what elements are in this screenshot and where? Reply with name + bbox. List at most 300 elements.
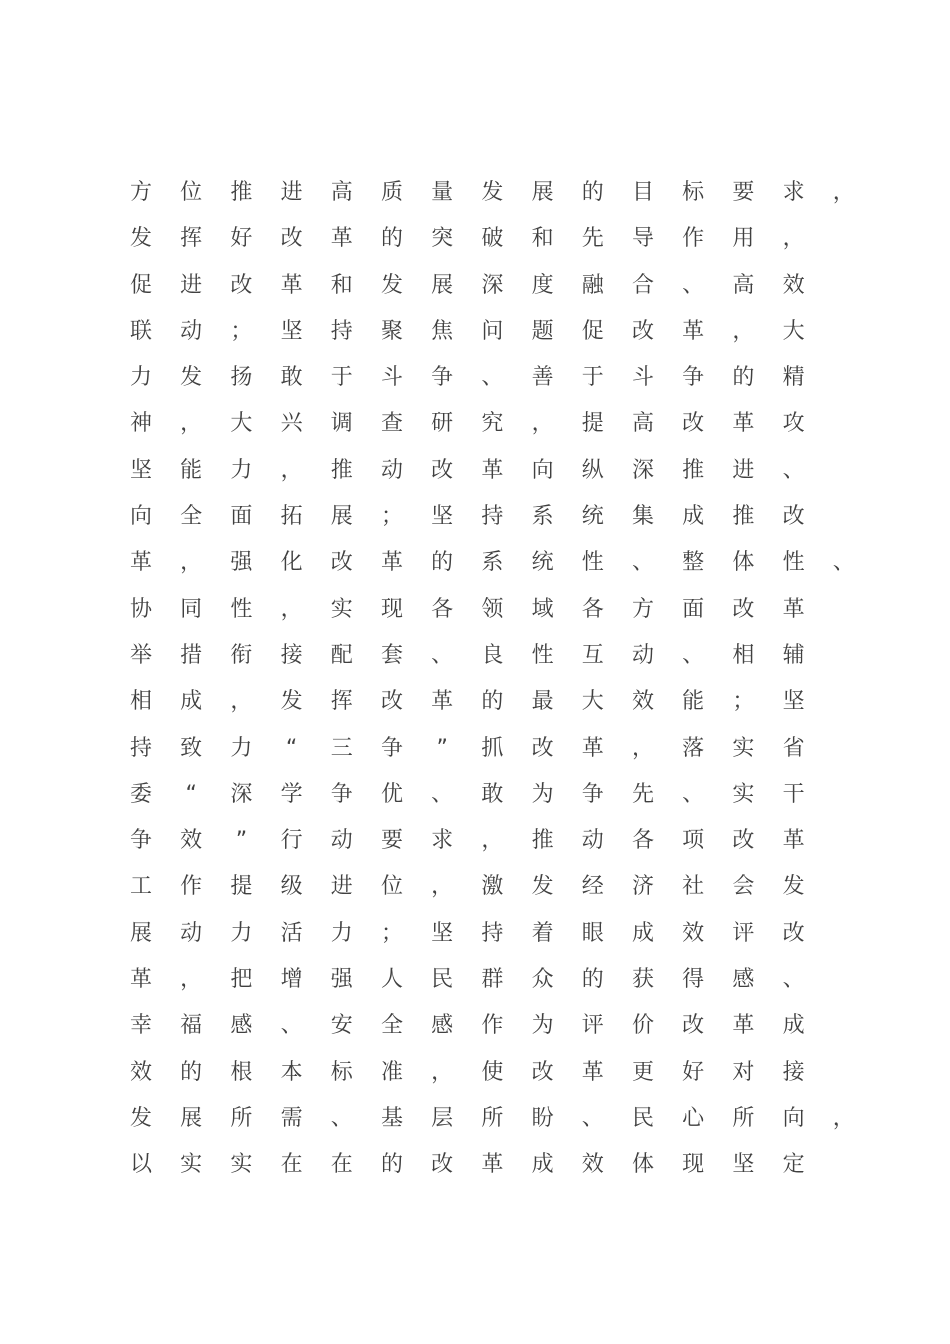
text-char: 展 [330,504,353,530]
text-char: 争 [431,365,454,391]
text-char: 辅 [782,642,805,668]
text-char: 准 [380,1059,403,1085]
text-char: 的 [180,1059,203,1085]
text-char: 发 [481,180,504,205]
text-char: 质 [380,180,403,205]
text-char: 各 [631,828,654,854]
text-char: 实 [230,1152,253,1178]
text-char: 级 [280,874,303,900]
text-char: 合 [631,272,654,298]
text-char: 持 [129,735,152,761]
text-char: 挥 [330,689,353,715]
text-char: 发 [280,689,303,715]
text-char: ” [436,735,448,761]
text-char: 盼 [531,1105,554,1131]
text-char: 革 [431,689,454,715]
text-char: 改 [531,1059,554,1085]
text-char: 人 [380,967,403,993]
text-char: 斗 [380,365,403,391]
text-char: 配 [330,642,353,668]
text-line [116,263,876,309]
text-char: 、 [782,457,805,483]
text-char: 调 [330,411,353,437]
text-char: 为 [531,1013,554,1039]
text-char: 纵 [581,457,604,483]
text-char: 性 [230,596,253,622]
text-char: 、 [631,550,654,576]
text-char: 动 [631,642,654,668]
text-char: 面 [682,596,705,622]
text-char: 究 [481,411,504,437]
text-char: 、 [782,967,805,993]
text-char: 效 [129,1059,152,1085]
text-char: 成 [180,689,203,715]
text-line [116,401,876,447]
text-char: 着 [531,920,554,946]
text-char: 发 [180,365,203,391]
text-char: 实 [180,1152,203,1178]
text-char: 发 [531,874,554,900]
text-char: 增 [280,967,303,993]
text-char: 坚 [431,504,454,530]
text-char: 改 [732,828,755,854]
text-char: 改 [431,457,454,483]
text-char: 现 [682,1152,705,1178]
text-char: 的 [732,365,755,391]
text-char: 全 [380,1013,403,1039]
text-char: 协 [129,596,152,622]
text-char: 推 [682,457,705,483]
text-char: 感 [732,967,755,993]
text-char: 用 [732,226,755,252]
text-char: ； [230,318,253,344]
text-char: 最 [531,689,554,715]
text-char: 动 [180,920,203,946]
text-char: 改 [330,550,353,576]
text-char: 把 [230,967,253,993]
text-char: 使 [481,1059,504,1085]
text-char: 敢 [481,781,504,807]
text-char: 深 [230,781,253,807]
text-char: 、 [330,1105,353,1131]
text-char: 发 [129,1105,152,1131]
text-char: 强 [330,967,353,993]
text-char: 标 [330,1059,353,1085]
text-char: 进 [732,457,755,483]
text-char: 同 [180,596,203,622]
text-char: 工 [129,874,152,900]
text-line [116,864,876,910]
text-char: 兴 [280,411,303,437]
text-char: 强 [230,550,253,576]
text-char: 所 [230,1105,253,1131]
text-char: 目 [631,180,654,205]
text-line [116,216,876,262]
text-char: 斗 [631,365,654,391]
text-char: 先 [581,226,604,252]
text-char: ， [180,550,203,576]
text-char: 的 [431,550,454,576]
text-char: 会 [732,874,755,900]
text-char: 拓 [280,504,303,530]
text-char: 能 [682,689,705,715]
text-char: 和 [330,272,353,298]
text-char: 要 [732,180,755,205]
text-char: 、 [280,1013,303,1039]
text-char: 性 [531,642,554,668]
text-char: 委 [129,781,152,807]
text-char: 全 [180,504,203,530]
text-char: 的 [481,689,504,715]
text-char: 持 [481,504,504,530]
text-char: 展 [431,272,454,298]
text-char: 革 [682,318,705,344]
text-char: 福 [180,1013,203,1039]
text-char: ， [230,689,253,715]
text-char: 向 [531,457,554,483]
text-char: 善 [531,365,554,391]
text-char: 改 [631,318,654,344]
text-char: 、 [682,642,705,668]
text-char: 致 [180,735,203,761]
text-char: ， [280,596,303,622]
text-char: 改 [380,689,403,715]
text-char: 为 [531,781,554,807]
text-char: 动 [330,828,353,854]
text-char: 求 [431,828,454,854]
text-char: 、 [832,550,855,576]
text-char: 问 [481,318,504,344]
text-char: 体 [631,1152,654,1178]
text-char: 能 [180,457,203,483]
text-char: 活 [280,920,303,946]
text-char: 破 [481,226,504,252]
text-char: 互 [581,642,604,668]
text-char: 的 [581,967,604,993]
text-char: ， [631,735,654,761]
text-char: 动 [380,457,403,483]
text-char: 力 [230,920,253,946]
text-char: 感 [431,1013,454,1039]
text-char: 、 [581,1105,604,1131]
text-char: 经 [581,874,604,900]
text-char: 定 [782,1152,805,1178]
text-char: 体 [732,550,755,576]
text-line [116,1096,876,1142]
text-char: 作 [481,1013,504,1039]
text-char: 焦 [431,318,454,344]
text-char: 感 [230,1013,253,1039]
text-char: 争 [581,781,604,807]
text-char: 以 [129,1152,152,1178]
text-line [116,494,876,540]
text-char: 作 [682,226,705,252]
text-char: ， [732,318,755,344]
text-char: 、 [481,365,504,391]
text-char: 好 [682,1059,705,1085]
text-char: 提 [230,874,253,900]
text-char: 进 [280,180,303,205]
text-char: 实 [732,735,755,761]
text-char: 民 [431,967,454,993]
text-char: 和 [531,226,554,252]
text-char: 进 [180,272,203,298]
text-char: 坚 [129,457,152,483]
text-line [116,448,876,494]
text-char: 深 [481,272,504,298]
text-char: 实 [330,596,353,622]
text-char: 进 [330,874,353,900]
text-char: 作 [180,874,203,900]
text-char: 导 [631,226,654,252]
text-char: 域 [531,596,554,622]
text-char: 神 [129,411,152,437]
text-char: 革 [129,967,152,993]
text-char: 统 [531,550,554,576]
text-char: 效 [581,1152,604,1178]
text-char: 、 [431,781,454,807]
text-char: 展 [180,1105,203,1131]
text-char: ， [832,180,855,205]
text-line [116,1050,876,1096]
text-char: 革 [732,1013,755,1039]
text-char: 所 [732,1105,755,1131]
text-char: 幸 [129,1013,152,1039]
text-char: 民 [631,1105,654,1131]
text-char: 位 [380,874,403,900]
text-char: 改 [782,504,805,530]
text-char: 革 [481,457,504,483]
text-char: 各 [581,596,604,622]
text-char: 效 [631,689,654,715]
text-char: 力 [330,920,353,946]
text-char: 改 [732,596,755,622]
text-char: 套 [380,642,403,668]
text-char: 动 [581,828,604,854]
text-char: 方 [129,180,152,205]
text-char: 向 [782,1105,805,1131]
text-char: 衔 [230,642,253,668]
text-char: 措 [180,642,203,668]
text-char: ； [380,920,403,946]
text-char: “ [185,781,197,807]
text-char: 革 [280,272,303,298]
text-line [116,309,876,355]
text-char: 的 [380,1152,403,1178]
text-char: 获 [631,967,654,993]
text-char: 要 [380,828,403,854]
text-char: 查 [380,411,403,437]
text-char: 接 [782,1059,805,1085]
text-char: ， [180,967,203,993]
text-char: 量 [431,180,454,205]
text-char: 方 [631,596,654,622]
text-char: 济 [631,874,654,900]
text-char: ” [235,828,248,854]
text-char: ， [531,411,554,437]
text-char: 根 [230,1059,253,1085]
text-char: 的 [581,180,604,205]
text-char: 层 [431,1105,454,1131]
text-char: 相 [732,642,755,668]
text-char: 改 [431,1152,454,1178]
text-char: 发 [782,874,805,900]
text-char: 力 [230,735,253,761]
text-char: 革 [330,226,353,252]
text-line [116,355,876,401]
text-char: 成 [531,1152,554,1178]
text-char: 深 [631,457,654,483]
text-char: 良 [481,642,504,668]
text-char: 争 [682,365,705,391]
text-char: 推 [230,180,253,205]
text-char: 项 [682,828,705,854]
text-char: 、 [682,272,705,298]
text-char: 众 [531,967,554,993]
text-char: 革 [782,596,805,622]
text-char: 实 [732,781,755,807]
text-char: 整 [682,550,705,576]
text-char: 系 [531,504,554,530]
text-char: 展 [531,180,554,205]
text-char: 化 [280,550,303,576]
text-char: 敢 [280,365,303,391]
text-char: 标 [682,180,705,205]
text-char: 领 [481,596,504,622]
text-char: ， [431,874,454,900]
text-char: 融 [581,272,604,298]
text-char: 改 [531,735,554,761]
text-line [116,540,876,586]
text-line [116,170,876,216]
text-char: 提 [581,411,604,437]
text-char: 落 [682,735,705,761]
text-line [116,818,876,864]
text-char: 力 [230,457,253,483]
text-char: 干 [782,781,805,807]
text-char: 对 [732,1059,755,1085]
body-text [116,170,876,1189]
text-char: 发 [380,272,403,298]
text-char: 革 [129,550,152,576]
text-char: 动 [180,318,203,344]
text-char: 价 [631,1013,654,1039]
text-char: 促 [581,318,604,344]
text-char: 系 [481,550,504,576]
text-char: 在 [280,1152,303,1178]
text-line [116,772,876,818]
text-char: 推 [732,504,755,530]
text-char: 更 [631,1059,654,1085]
text-char: 精 [782,365,805,391]
text-line [116,633,876,679]
text-char: 革 [782,828,805,854]
text-char: 效 [180,828,203,854]
text-char: ， [832,1105,855,1131]
text-line [116,957,876,1003]
text-char: 坚 [431,920,454,946]
text-char: 展 [129,920,152,946]
text-char: 抓 [481,735,504,761]
text-char: 推 [531,828,554,854]
text-char: 革 [380,550,403,576]
text-char: 成 [682,504,705,530]
text-char: 向 [129,504,152,530]
text-char: 评 [732,920,755,946]
text-char: 研 [431,411,454,437]
text-char: 先 [631,781,654,807]
text-char: 突 [431,226,454,252]
text-char: 题 [531,318,554,344]
text-char: 性 [581,550,604,576]
text-char: 激 [481,874,504,900]
text-char: 革 [581,735,604,761]
text-char: 眼 [581,920,604,946]
text-char: 性 [782,550,805,576]
text-char: 得 [682,967,705,993]
text-char: 位 [180,180,203,205]
text-char: 坚 [732,1152,755,1178]
text-char: 的 [380,226,403,252]
text-char: 行 [280,828,303,854]
text-char: 大 [782,318,805,344]
text-char: 于 [330,365,353,391]
text-char: ； [732,689,755,715]
text-char: 度 [531,272,554,298]
text-char: 现 [380,596,403,622]
text-char: 革 [581,1059,604,1085]
text-line [116,1003,876,1049]
text-char: 坚 [782,689,805,715]
text-line [116,587,876,633]
text-char: ， [782,226,805,252]
text-char: 省 [782,735,805,761]
text-char: 群 [481,967,504,993]
text-char: 争 [129,828,152,854]
text-char: 本 [280,1059,303,1085]
text-char: 大 [230,411,253,437]
text-char: 基 [380,1105,403,1131]
text-char: ， [431,1059,454,1085]
text-char: 改 [280,226,303,252]
text-line [116,679,876,725]
text-char: 改 [782,920,805,946]
text-char: ， [180,411,203,437]
text-char: 接 [280,642,303,668]
text-char: 扬 [230,365,253,391]
text-line [116,911,876,957]
text-char: 争 [380,735,403,761]
text-char: 社 [682,874,705,900]
text-char: “ [285,735,298,761]
text-char: ； [380,504,403,530]
text-char: 力 [129,365,152,391]
text-char: 需 [280,1105,303,1131]
text-char: ， [481,828,504,854]
text-line [116,726,876,772]
text-char: 大 [581,689,604,715]
text-char: 所 [481,1105,504,1131]
text-char: 于 [581,365,604,391]
text-char: 持 [481,920,504,946]
text-char: 促 [129,272,152,298]
text-char: 举 [129,642,152,668]
text-char: 统 [581,504,604,530]
text-char: 挥 [180,226,203,252]
text-char: 推 [330,457,353,483]
text-char: 改 [230,272,253,298]
text-char: 安 [330,1013,353,1039]
